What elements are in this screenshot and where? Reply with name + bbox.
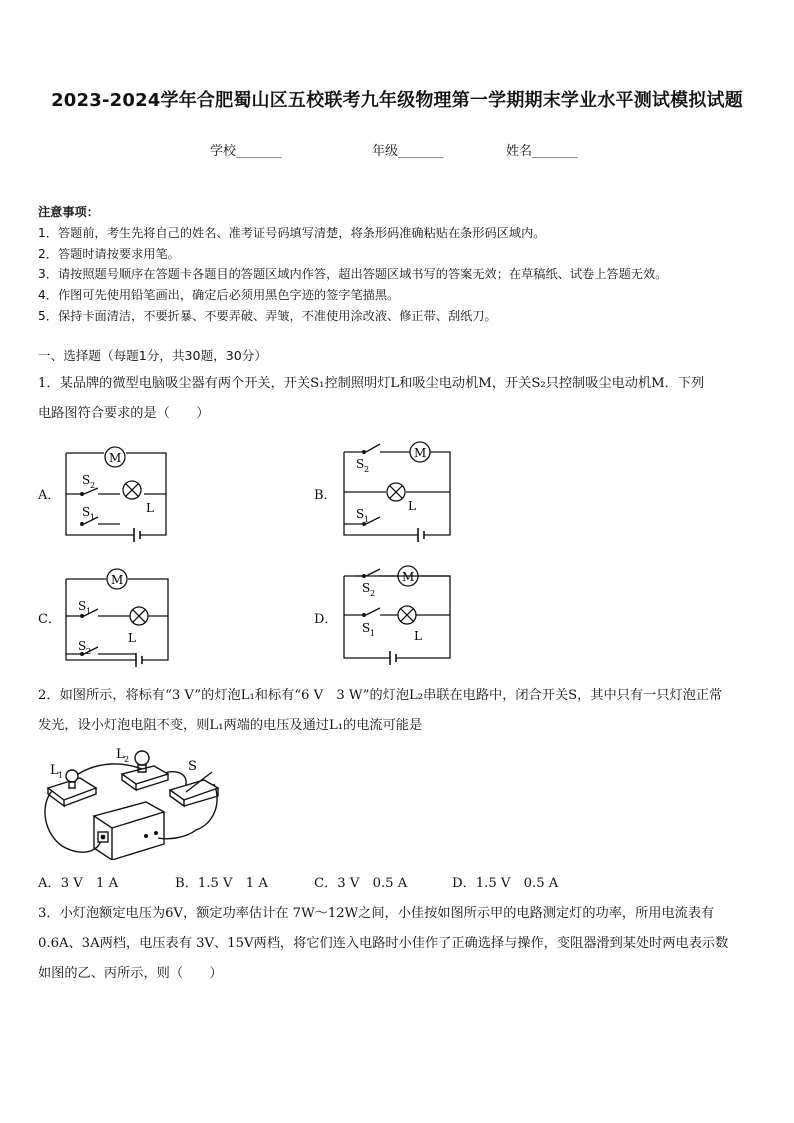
switch-s1-sub: 1 — [86, 607, 92, 616]
q1-option-a[interactable]: A． — [38, 488, 61, 503]
note-item-5: 5．保持卡面清洁，不要折暴、不要弄破、弄皱，不准使用涂改液、修正带、刮纸刀。 — [38, 308, 497, 323]
lamp-label: L — [408, 499, 416, 513]
motor-label: M — [109, 451, 122, 465]
q1-option-b[interactable]: B． — [314, 488, 337, 503]
motor-label: M — [111, 573, 124, 587]
switch-s1-label: S — [356, 507, 365, 521]
q3-line3: 如图的乙、丙所示，则（ ） — [38, 966, 223, 981]
lamp-l2-label: L — [116, 747, 125, 762]
q1-option-d[interactable]: D． — [314, 612, 338, 627]
q2-line2: 发光，设小灯泡电阻不变，则L₁两端的电压及通过L₁的电流可能是 — [38, 718, 423, 733]
lamp-label: L — [128, 631, 136, 645]
switch-s2-sub: 2 — [370, 589, 376, 598]
lamp-l1-label: L — [50, 763, 59, 778]
motor-label: M — [414, 446, 427, 460]
switch-s1-sub: 1 — [370, 629, 376, 638]
switch-s2-label: S — [82, 473, 91, 487]
switch-s-label: S — [188, 759, 197, 774]
q1-line1: 1．某品牌的微型电脑吸尘器有两个开关，开关S₁控制照明灯L和吸尘电动机M，开关S₂只控制吸尘电动机M．下列 — [38, 376, 705, 391]
switch-s2-sub: 2 — [364, 465, 370, 474]
q1-option-c[interactable]: C． — [38, 612, 61, 627]
lamp-label: L — [146, 501, 154, 515]
q3-line2: 0.6A、3A两档，电压表有 3V、15V两档，将它们连入电路时小佳作了正确选择与操作，变阻器滑到某处时两电表示数 — [38, 936, 729, 951]
q2-option-b[interactable]: B．1.5 V 1 A — [175, 876, 268, 891]
note-item-2: 2．答题时请按要求用笔。 — [38, 246, 180, 261]
note-item-1: 1．答题前，考生先将自己的姓名、准考证号码填写清楚，将条形码准确粘贴在条形码区域内。 — [38, 225, 546, 240]
switch-s1-label: S — [82, 505, 91, 519]
note-item-4: 4．作图可先使用铅笔画出，确定后必须用黑色字迹的签字笔描黑。 — [38, 288, 400, 303]
section-heading: 一、选择题（每题1分，共30题，30分） — [38, 348, 267, 363]
q2-line1: 2．如图所示，将标有“3 V”的灯泡L₁和标有“6 V 3 W”的灯泡L₂串联在电路中，闭合开关S，其中只有一只灯泡正常 — [38, 688, 723, 703]
switch-s2-label: S — [362, 581, 371, 595]
name-field: 姓名_______ — [506, 144, 578, 159]
lamp-l2-sub: 2 — [124, 755, 130, 764]
circuit-diagram-c — [60, 566, 174, 670]
switch-s2-sub: 2 — [86, 647, 92, 656]
grade-field: 年级_______ — [372, 144, 444, 159]
switch-s1-label: S — [362, 621, 371, 635]
switch-s1-label: S — [78, 599, 87, 613]
q3-line1: 3．小灯泡额定电压为6V，额定功率估计在 7W～12W之间，小佳按如图所示甲的电路测定灯的功率，所用电流表有 — [38, 906, 715, 921]
switch-s2-label: S — [356, 457, 365, 471]
q2-circuit-figure — [36, 744, 226, 860]
lamp-label: L — [414, 629, 422, 643]
q2-option-c[interactable]: C．3 V 0.5 A — [314, 876, 408, 891]
q2-option-d[interactable]: D．1.5 V 0.5 A — [452, 876, 559, 891]
switch-s1-sub: 1 — [90, 513, 96, 522]
switch-s2-label: S — [78, 639, 87, 653]
circuit-diagram-d — [340, 562, 456, 672]
circuit-diagram-a — [60, 444, 174, 544]
lamp-l1-sub: 1 — [58, 771, 64, 780]
switch-s1-sub: 1 — [364, 515, 370, 524]
school-field: 学校_______ — [210, 144, 282, 159]
notes-block — [38, 202, 667, 327]
motor-label: M — [402, 570, 415, 584]
page-title: 2023-2024学年合肥蜀山区五校联考九年级物理第一学期期末学业水平测试模拟试题 — [51, 90, 743, 111]
note-item-3: 3．请按照题号顺序在答题卡各题目的答题区域内作答，超出答题区域书写的答案无效；在草稿纸、试卷上答题无效。 — [38, 267, 668, 282]
q2-option-a[interactable]: A．3 V 1 A — [38, 876, 119, 891]
switch-s2-sub: 2 — [90, 481, 96, 490]
notes-heading: 注意事项： — [38, 205, 99, 219]
circuit-diagram-b — [340, 438, 456, 544]
q1-line2: 电路图符合要求的是（ ） — [38, 406, 210, 421]
